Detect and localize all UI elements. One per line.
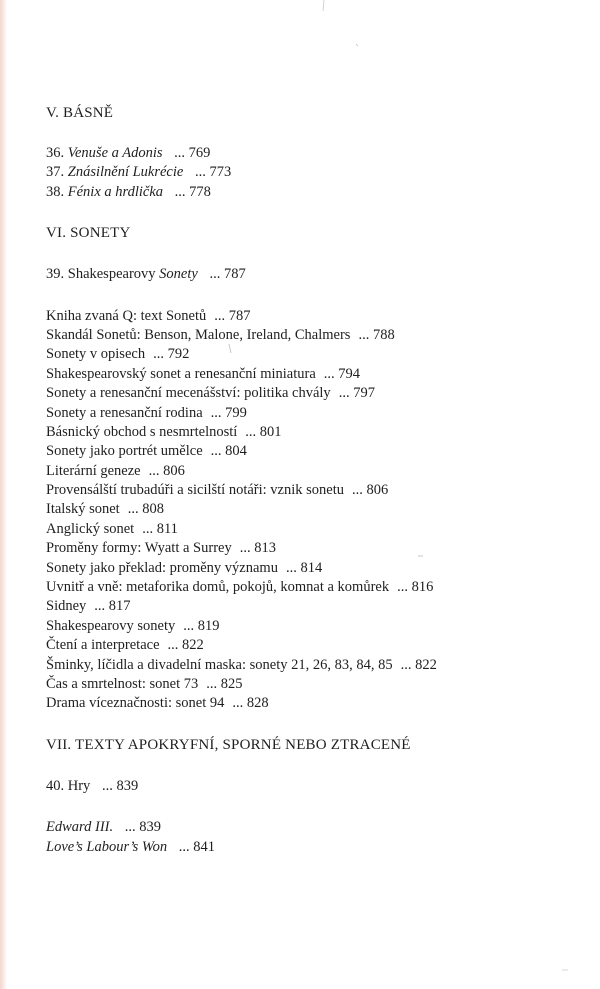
subentry-title: Šminky, líčidla a divadelní maska: sonety 21, 26, 83, 84, 85 [46,656,393,673]
page-number: ... 806 [352,482,389,499]
toc-subentry [46,481,566,500]
chapter-prefix: 39. Shakespearovy [46,266,156,283]
page-number: ... 816 [397,579,434,596]
page-number: ... 839 [124,819,161,836]
toc-subentry [46,462,566,481]
toc-entry [46,183,566,202]
subentry-title: Sidney [46,598,87,615]
subentry-title: Čas a smrtelnost: sonet 73 [46,675,199,692]
page-number: ... 792 [153,346,190,363]
entry-title: Venuše a Adonis [67,145,163,161]
page-number: ... 806 [148,462,185,479]
subentry-title: Uvnitř a vně: metaforika domů, pokojů, komnat a komůrek [46,579,390,596]
table-of-contents [46,103,566,857]
subentry-title: Skandál Sonetů: Benson, Malone, Ireland, Chalmers [46,326,351,343]
page-number: ... 811 [142,520,178,537]
toc-subentry [46,442,566,461]
entry-title: Love’s Labour’s Won [46,838,168,855]
section-heading-apokryfy: VII. TEXTY APOKRYFNÍ, SPORNÉ NEBO ZTRACENÉ [46,736,411,753]
page-number: ... 819 [183,617,220,634]
toc-subentry [46,384,566,403]
entry-number: 37. [46,164,65,181]
toc-subentry [46,365,566,384]
subentry-title: Sonety jako portrét umělce [46,443,203,460]
page-number: ... 825 [206,675,243,692]
subentry-title: Italský sonet [46,501,120,518]
page-number: ... 828 [232,695,269,712]
page-number: ... 788 [358,326,395,343]
toc-entry [46,144,566,163]
page-number: ... 787 [214,307,251,324]
subentry-title: Sonety a renesanční mecenášství: politika chvály [46,385,331,402]
entry-number: 36. [46,145,65,161]
toc-subentry [46,500,566,519]
toc-subentry [46,694,566,713]
toc-subentry [46,656,566,675]
speck [356,44,358,46]
page-number: ... 841 [178,838,216,855]
page-number: ... 804 [210,443,247,460]
chapter-title: 40. Hry [46,777,91,794]
toc-subentry [46,617,566,636]
page-number: ... 773 [194,164,232,181]
entry-title: Fénix a hrdlička [67,183,164,200]
chapter-title: Sonety [159,266,198,283]
page-number: ... 813 [239,540,276,557]
toc-subentry [46,404,566,423]
toc-subentry [46,636,566,655]
subentry-title: Literární geneze [46,462,141,479]
toc-subentry [46,675,566,694]
page-number: ... 797 [338,385,375,402]
subentry-title: Provensálští trubadúři a sicilští notáři: vznik sonetu [46,482,345,499]
page-number: ... 801 [245,423,282,440]
subentry-title: Básnický obchod s nesmrtelností [46,423,238,440]
page-number: ... 817 [94,598,131,615]
speck [323,0,324,11]
subentry-title: Kniha zvaná Q: text Sonetů [46,307,207,324]
chapter-entry [46,777,566,796]
subentry-title: Čtení a interpretace [46,637,160,654]
page-number: ... 794 [323,365,361,382]
page-number: ... 799 [210,404,247,421]
toc-subentry [46,597,566,616]
toc-entry [46,838,566,857]
page-number: ... 822 [167,637,204,654]
subentry-title: Drama víceznačnosti: sonet 94 [46,695,225,712]
toc-entry [46,818,566,837]
subentry-title: Sonety v opisech [46,346,146,363]
page-number: ... 839 [101,777,139,794]
page-number: ... 822 [400,656,437,673]
subentry-title: Shakespearovský sonet a renesanční miniatura [46,365,316,382]
subentry-title: Sonety a renesanční rodina [46,404,203,421]
toc-subentry [46,578,566,597]
entry-number: 38. [46,183,65,200]
section-heading-basne: V. BÁSNĚ [46,105,114,121]
page-number: ... 787 [209,266,246,283]
toc-subentry [46,345,566,364]
chapter-entry [46,265,566,284]
entry-title: Edward III. [46,819,114,836]
toc-subentry [46,559,566,578]
toc-subentry [46,326,566,345]
toc-subentry [46,423,566,442]
page-number: ... 769 [174,145,211,161]
toc-subentry [46,307,566,326]
subsection-list [46,307,566,714]
page-number: ... 814 [285,559,323,576]
page-number: ... 808 [127,501,164,518]
subentry-title: Proměny formy: Wyatt a Surrey [46,540,232,557]
toc-subentry [46,520,566,539]
section-heading-sonety: VI. SONETY [46,225,131,242]
subentry-title: Sonety jako překlad: proměny významu [46,559,278,576]
page-number: ... 778 [174,183,211,200]
toc-entry [46,163,566,182]
subentry-title: Anglický sonet [46,520,135,537]
subentry-title: Shakespearovy sonety [46,617,176,634]
toc-subentry [46,539,566,558]
entry-title: Znásilnění Lukrécie [67,164,184,181]
